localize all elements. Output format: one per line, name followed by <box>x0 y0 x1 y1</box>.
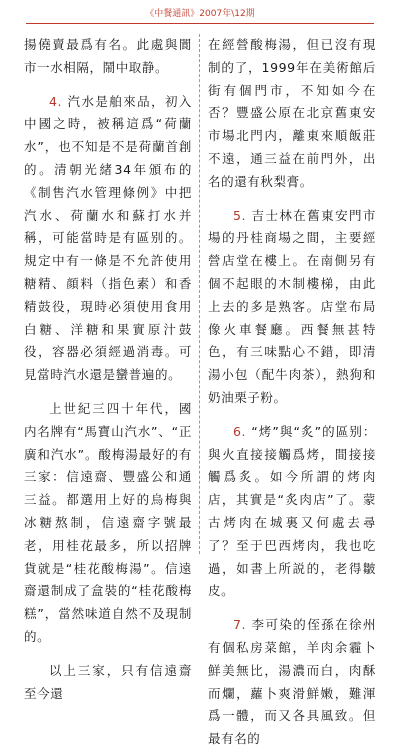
paragraph: 5. 吉士林在舊東安門市場的丹桂商場之間，主要經營店堂在樓上。在南側另有個不起眼的木制樓梯，由此上去的多是熟客。店堂布局像火車餐廳。西餐無甚特色，有三味點心不錯，即清湯小包（配牛肉茶），熱狗和奶油栗子粉。 <box>208 207 377 405</box>
paragraph: 揚僥賣最爲有名。此處與閬市一水相隔，鬧中取静。 <box>24 37 192 75</box>
header-rule <box>26 23 374 24</box>
left-column <box>24 34 192 705</box>
journal-title: 《中餐通訊》2007年\12期 <box>145 9 255 19</box>
paragraph: 上世紀三四十年代，國内名牌有“馬寶山汽水”、“正廣和汽水”。酸梅湯最好的有三家：信遠齋、豐盛公和通三益。都選用上好的烏梅與冰糖熬制，信遠齋字號最老，用桂花最多，所以招牌貨就是“桂花酸梅湯”。信遠齋還制成了盒裝的“桂花酸梅糕”，當然味道自然不及現制的。 <box>24 400 192 644</box>
right-column <box>208 34 376 751</box>
paragraph: 7. 李可染的侄孫在徐州有個私房菜館，羊肉余霾卜鮮美無比，湯濃而白，肉酥而爛，蘿卜爽滑鮮嫩，難渾爲一體，而又各具風致。但最有名的 <box>208 617 377 747</box>
item-number: 5. <box>233 207 247 223</box>
column-divider <box>199 34 200 554</box>
item-number: 6. <box>233 423 247 439</box>
paragraph: 6. “烤”與“炙”的區别：與火直接接觸爲烤，間接接觸爲炙。如今所謂的烤肉店，其實是“炙肉店”了。蒙古烤肉在城裏又何處去尋了？至于巴西烤肉，我也吃過，如書上所説的，老得皺皮。 <box>208 423 376 599</box>
item-number: 7. <box>233 617 247 633</box>
paragraph: 以上三家，只有信遠齋至今還 <box>24 662 192 701</box>
item-number: 4. <box>49 93 63 109</box>
page-header <box>0 0 400 28</box>
paragraph: 4. 汽水是舶來品，初入中國之時，被稱這爲“荷蘭水”，也不知是不是荷蘭首創的。清朝光緒34年頒布的《制售汽水管理條例》中把汽水、荷蘭水和蘇打水并稱，可能當時是有區别的。規定中有一條是不允許使用糖精、顔料（指色素）和香精鼓役，現時必須使用食用白糖、洋糖和果實原汁鼓役，容器必須經過消毒。可見當時汽水還是蠻普遍的。 <box>24 93 193 383</box>
paragraph: 在經營酸梅湯，但已沒有現制的了，1999年在美術館后街有個門市，不知如今在否？豐盛公原在北京舊東安市場北門内，離東來順飯莊不遠，通三益在前門外，出名的還有秋梨膏。 <box>208 37 376 189</box>
